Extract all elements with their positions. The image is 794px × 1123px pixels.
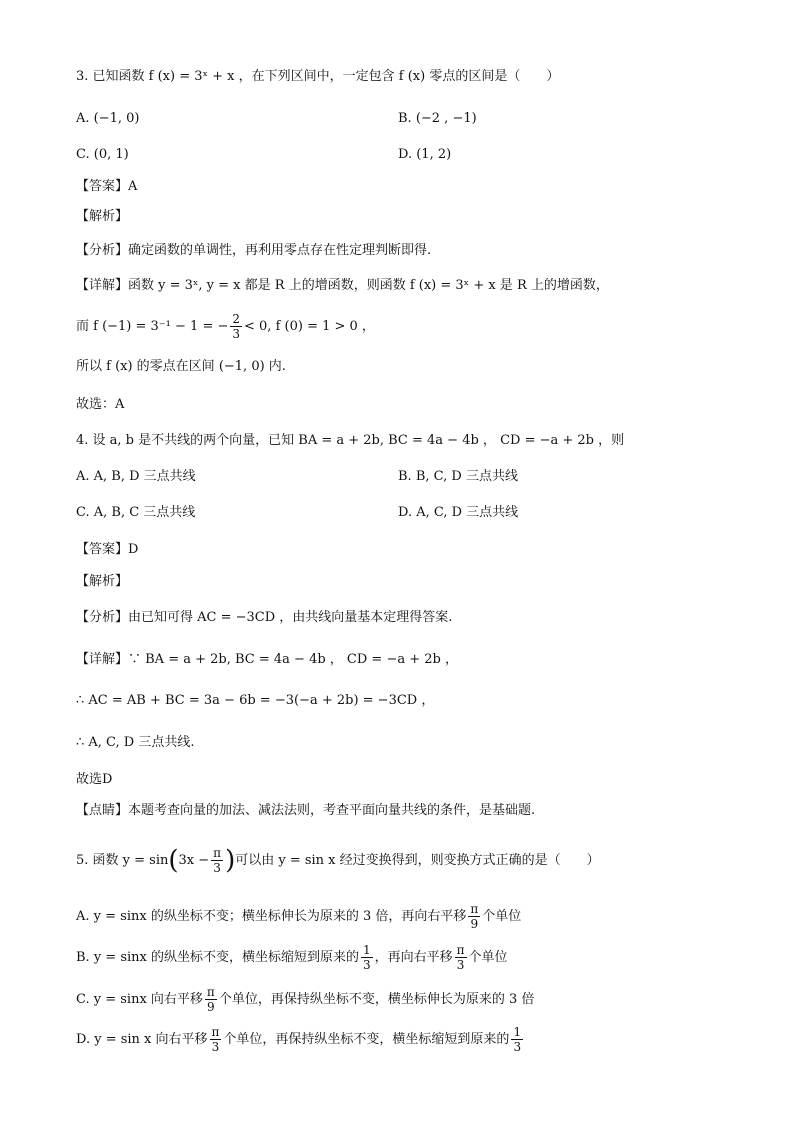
right-paren: ) — [225, 845, 236, 876]
fraction-denominator: 9 — [207, 1000, 215, 1014]
fraction-numerator: 1 — [513, 1025, 522, 1039]
fraction — [205, 985, 217, 1014]
left-paren: ( — [168, 845, 179, 876]
fraction-numerator: π — [206, 985, 215, 999]
q3-xiangjie-2 — [76, 312, 375, 341]
q3-choice: 故选：A — [76, 397, 125, 412]
q3-stem: 3. 已知函数 f (x) = 3ˣ + x ，在下列区间中，一定包含 f (x) 零点的区间是（ ） — [76, 69, 560, 84]
q5-option-a-tail: 个单位 — [482, 909, 522, 924]
q5-option-b-mid: ，再向右平移 — [374, 950, 453, 965]
q4-xiangjie-2: ∴ AC = AB + BC = 3a − 6b = −3(−a + 2b) = −3CD ， — [76, 693, 435, 708]
q4-option-c: C. A, B, C 三点共线 — [76, 505, 196, 520]
q4-stem: 4. 设 a, b 是不共线的两个向量，已知 BA = a + 2b, BC = 4a − 4b ， CD = −a + 2b ，则 — [76, 433, 625, 448]
q4-fenxi: 【分析】由已知可得 AC = −3CD ，由共线向量基本定理得答案. — [76, 610, 453, 625]
q3-xiangjie-2-a: 而 f (−1) = 3⁻¹ − 1 = − — [76, 319, 229, 334]
q5-stem-a: 5. 函数 y = sin — [76, 853, 169, 868]
fraction-denominator: 3 — [456, 958, 465, 972]
fraction-denominator: 3 — [232, 327, 241, 341]
q4-option-d: D. A, C, D 三点共线 — [398, 505, 519, 520]
q5-option-a — [76, 902, 521, 931]
q5-option-a-text: A. y = sinx 的纵坐标不变；横坐标伸长为原来的 3 倍，再向右平移 — [76, 909, 467, 924]
q4-option-a: A. A, B, D 三点共线 — [76, 469, 196, 484]
q3-option-a: A. (−1, 0) — [76, 111, 140, 126]
q5-option-c-tail: 个单位，再保持纵坐标不变，横坐标伸长为原来的 3 倍 — [218, 992, 535, 1007]
q4-xiangjie-3: ∴ A, C, D 三点共线. — [76, 735, 195, 750]
fraction-denominator: 3 — [213, 861, 221, 875]
q3-option-d: D. (1, 2) — [398, 147, 452, 162]
q5-option-d-text: D. y = sin x 向右平移 — [76, 1032, 208, 1047]
q5-stem-inner: 3x − — [178, 853, 210, 868]
q5-option-b — [76, 943, 508, 972]
q3-answer: 【答案】A — [76, 179, 138, 194]
q3-option-b: B. (−2 , −1) — [398, 111, 477, 126]
fraction — [468, 902, 480, 931]
fraction — [511, 1025, 523, 1054]
q5-option-c — [76, 985, 534, 1014]
fraction-numerator: π — [470, 902, 479, 916]
fraction-denominator: 3 — [211, 1040, 220, 1054]
fraction-numerator: 1 — [363, 943, 371, 957]
fraction-denominator: 3 — [363, 958, 371, 972]
fraction — [230, 312, 242, 341]
fraction-numerator: 2 — [232, 312, 241, 326]
q5-option-d — [76, 1025, 525, 1054]
q3-xiangjie-2-b: < 0, f (0) = 1 > 0 ， — [244, 319, 375, 334]
q5-option-b-text: B. y = sinx 的纵坐标不变，横坐标缩短到原来的 — [76, 950, 359, 965]
fraction-numerator: π — [456, 943, 465, 957]
fraction-denominator: 9 — [470, 917, 479, 931]
q5-option-d-mid: 个单位，再保持纵坐标不变，横坐标缩短到原来的 — [223, 1032, 510, 1047]
q3-analysis-label: 【解析】 — [76, 209, 129, 224]
q5-stem — [76, 846, 600, 875]
fraction — [455, 943, 467, 972]
fraction — [211, 846, 223, 875]
fraction-numerator: π — [211, 1025, 220, 1039]
q5-stem-b: 可以由 y = sin x 经过变换得到，则变换方式正确的是（ ） — [235, 853, 600, 868]
q5-option-b-tail: 个单位 — [468, 950, 508, 965]
fraction-numerator: π — [213, 846, 222, 860]
q3-xiangjie-1: 【详解】函数 y = 3ˣ, y = x 都是 R 上的增函数，则函数 f (x) = 3ˣ + x 是 R 上的增函数， — [76, 278, 609, 293]
q3-xiangjie-3: 所以 f (x) 的零点在区间 (−1, 0) 内. — [76, 359, 286, 374]
q5-option-c-text: C. y = sinx 向右平移 — [76, 992, 203, 1007]
q4-option-b: B. B, C, D 三点共线 — [398, 469, 518, 484]
fraction-denominator: 3 — [513, 1040, 522, 1054]
q3-fenxi: 【分析】确定函数的单调性，再利用零点存在性定理判断即得. — [76, 243, 432, 258]
q3-option-c: C. (0, 1) — [76, 147, 129, 162]
q4-answer: 【答案】D — [76, 542, 139, 557]
fraction — [361, 943, 373, 972]
q4-dianjing: 【点睛】本题考查向量的加法、减法法则，考查平面向量共线的条件，是基础题. — [76, 803, 536, 818]
fraction — [210, 1025, 222, 1054]
q4-choice: 故选D — [76, 772, 113, 787]
q4-analysis-label: 【解析】 — [76, 574, 129, 589]
q4-xiangjie-1: 【详解】∵ BA = a + 2b, BC = 4a − 4b ， CD = −a + 2b ， — [76, 652, 458, 667]
